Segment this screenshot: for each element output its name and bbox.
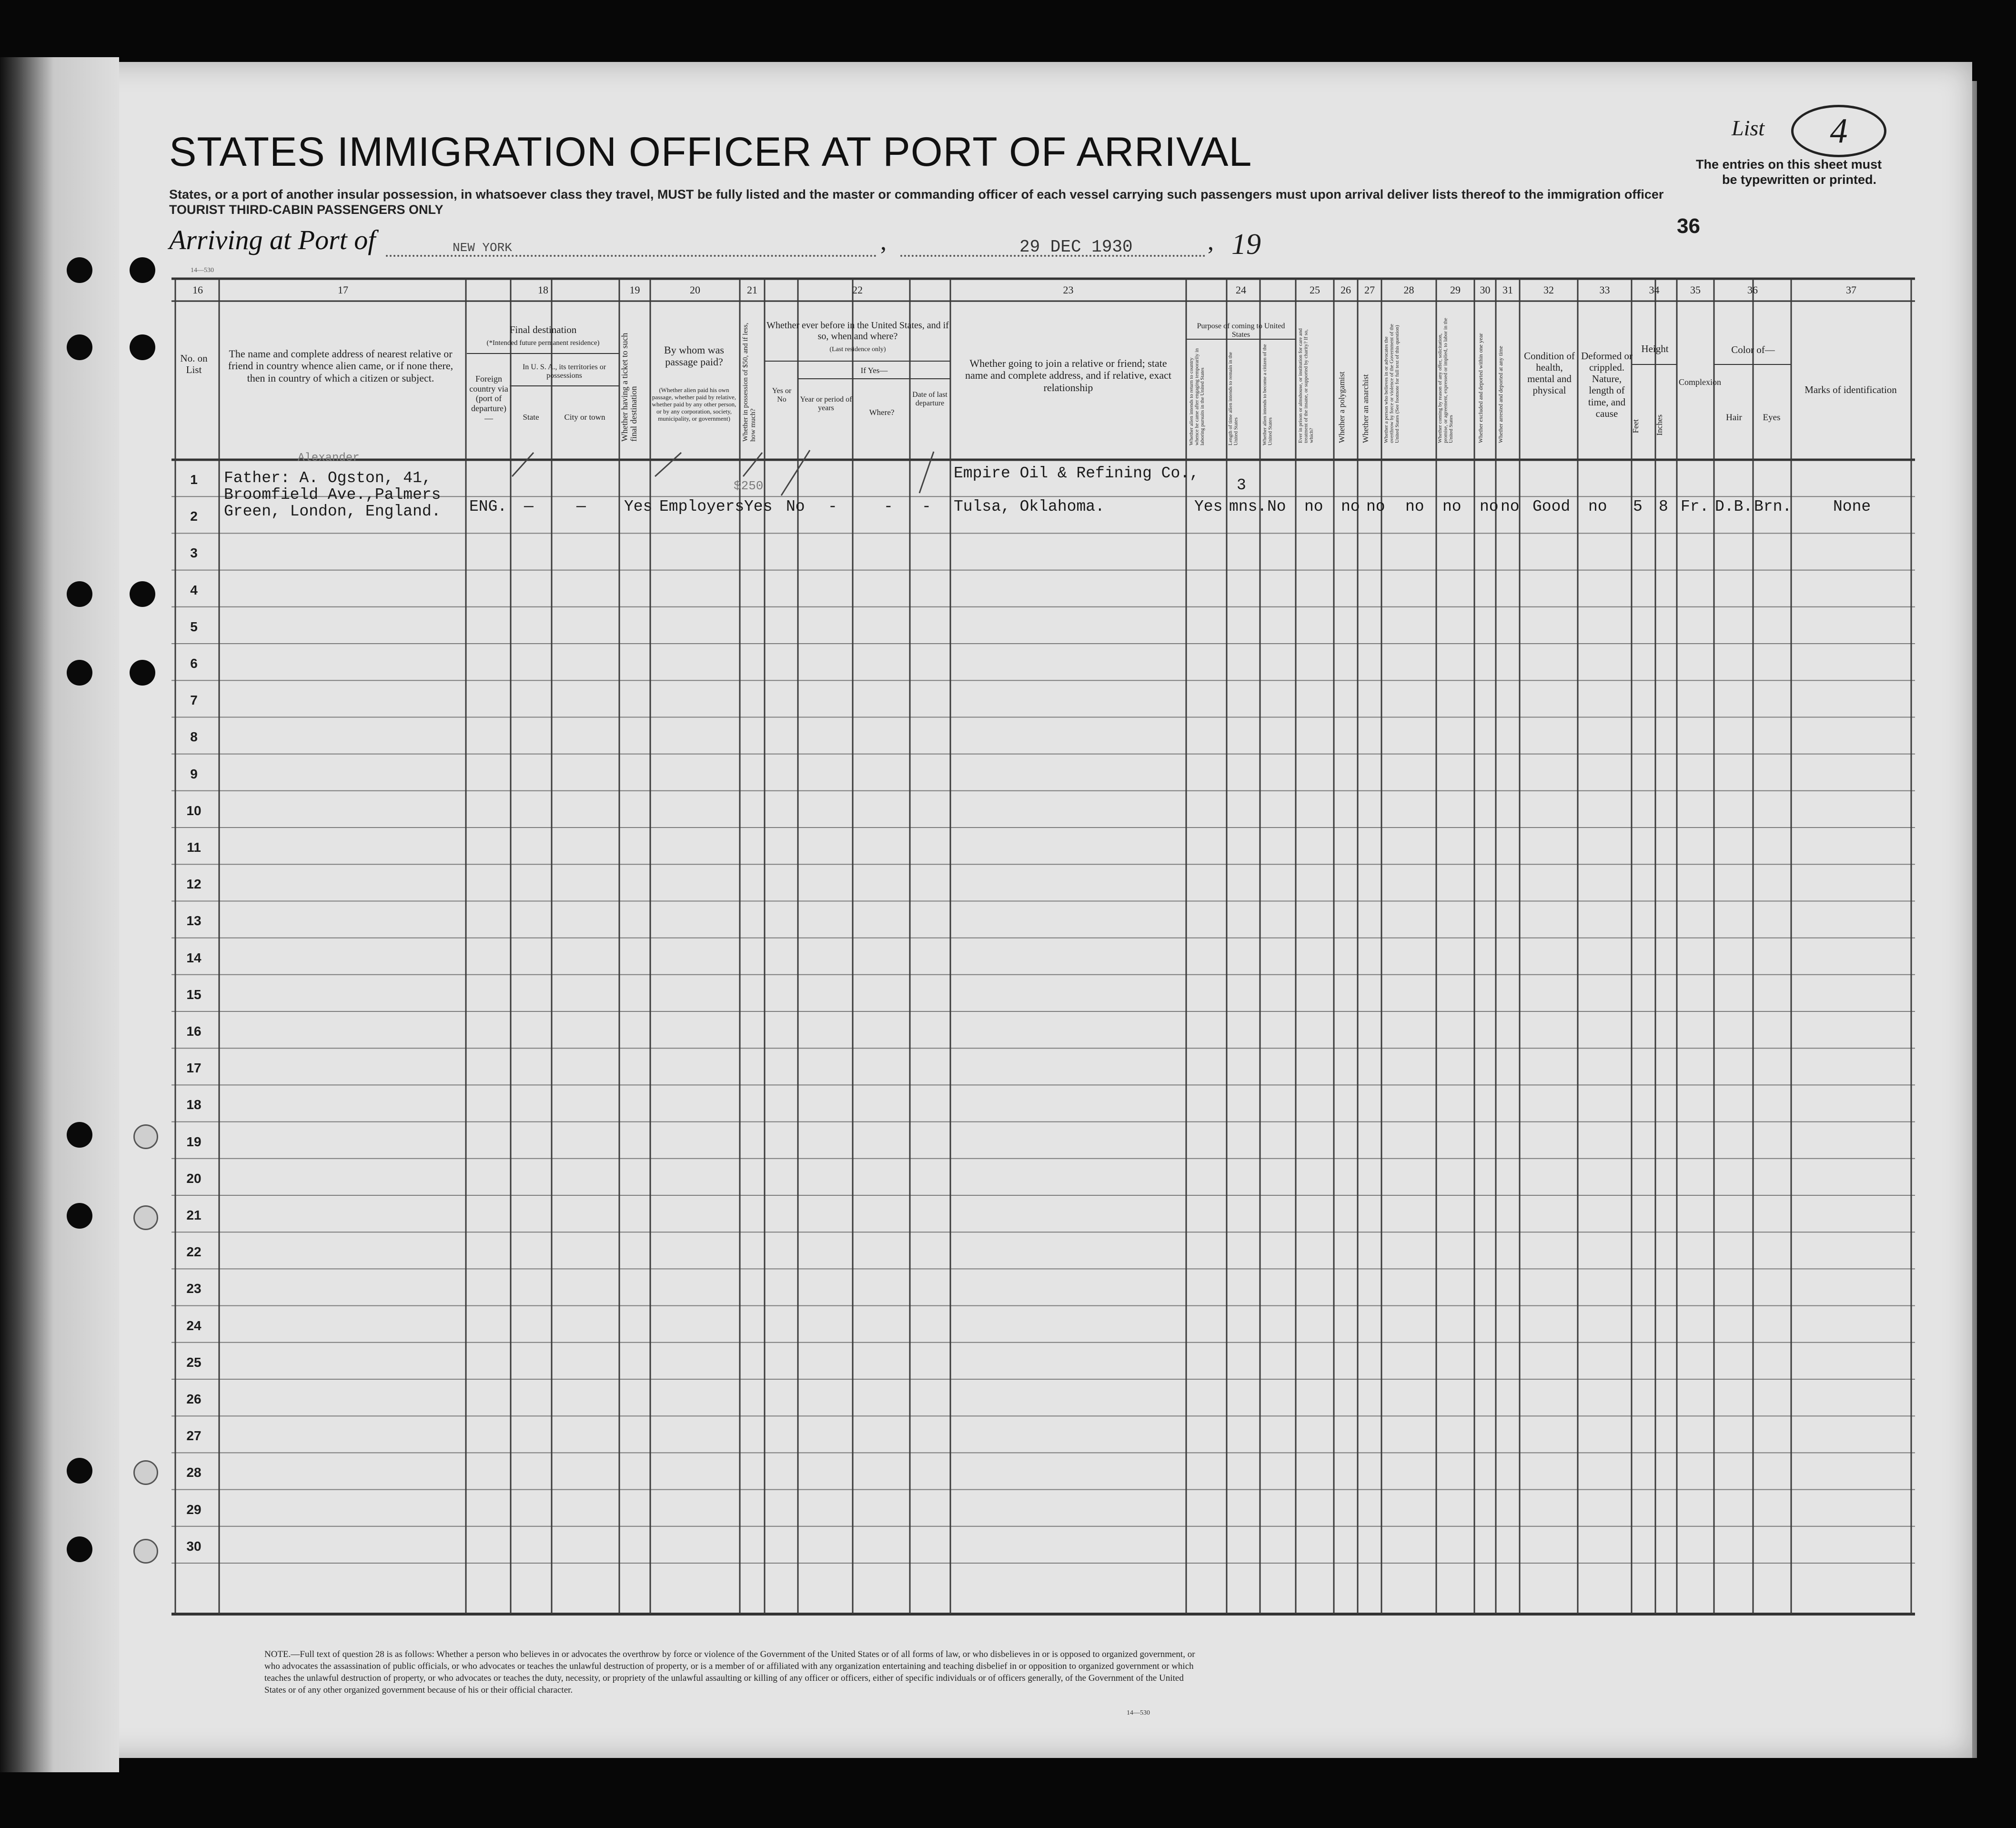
column-number: 16 <box>192 284 203 296</box>
row-number: 20 <box>186 1171 202 1186</box>
column-number: 31 <box>1502 284 1513 296</box>
column-number: 23 <box>1063 284 1074 296</box>
column-number: 28 <box>1403 284 1414 296</box>
port-value: NEW YORK <box>453 241 512 255</box>
relative-address: Broomfield Ave.,Palmers <box>224 486 441 504</box>
comma: , <box>880 228 887 255</box>
header-anarchist: Whether an anarchist <box>1361 374 1370 443</box>
footnote-text: NOTE.—Full text of question 28 is as follows: Whether a person who believes in or advocates the overthrow by force or violence of the Government of the United States or of all forms of law, or who disbelieves in or is opposed to organized government, or who advocates the assassination of public officials, or who advocates or teaches the unlawful destruction of property, or is a member of or affiliated with any organization entertaining and teaching disbelief in or opposition to organized government or which teaches the unlawful destruction of property, or who advocates or teaches the duty, necessity, or propriety of the unlawful assaulting or killing of any officer or officers, either of specific individuals or of officers generally, of the Government of the United States or of any other organized government because of his or their official character. <box>264 1649 1195 1696</box>
row-number: 9 <box>190 766 198 781</box>
height-feet-value: 5 <box>1633 498 1643 515</box>
row-number: 7 <box>190 693 198 708</box>
column-number: 26 <box>1341 284 1351 296</box>
header-hair: Hair <box>1726 413 1742 423</box>
header-where: Where? <box>869 408 895 417</box>
hair-color-value: D.B. <box>1715 498 1753 515</box>
header-height: Height <box>1641 343 1669 354</box>
anarchist-value: no <box>1366 498 1385 515</box>
header-excluded: Whether excluded and deported within one year <box>1477 333 1484 443</box>
column-number: 37 <box>1846 284 1856 296</box>
relative-city-country: Green, London, England. <box>224 503 441 520</box>
column-number: 32 <box>1543 284 1554 296</box>
row-number: 5 <box>190 619 198 634</box>
column-number: 30 <box>1480 284 1491 296</box>
state-value: — <box>524 498 534 515</box>
header-health: Condition of health, mental and physical <box>1524 350 1575 396</box>
row-number: 29 <box>186 1502 202 1517</box>
row-number: 28 <box>186 1465 202 1480</box>
header-before-in-us: Whether ever before in the United States, and if so, when and where? <box>766 320 949 342</box>
row-number: 22 <box>186 1244 202 1260</box>
row-number: 23 <box>186 1281 202 1296</box>
arrested-value: no <box>1501 498 1520 515</box>
header-date-departure: Date of last departure <box>912 391 948 408</box>
instructions-text: States, or a port of another insular possession, in whatsoever class they travel, MUST be fully listed and the master or commanding officer of each vessel carrying such passengers must upon arrival deliver lists thereof to the immigration officer <box>169 187 1664 202</box>
row-number: 6 <box>190 656 198 671</box>
header-before-in-us-sub: (Last residence only) <box>829 346 886 353</box>
header-state: State <box>523 413 539 422</box>
row-number: 4 <box>190 582 198 597</box>
column-number: 27 <box>1364 284 1375 296</box>
header-final-destination-sub: (*Intended future permanent residence) <box>486 339 600 347</box>
entries-note-line2: be typewritten or printed. <box>1722 172 1877 187</box>
row-number: 1 <box>190 472 198 487</box>
row-number: 15 <box>186 987 202 1002</box>
row-number: 14 <box>186 950 202 965</box>
column-number: 34 <box>1649 284 1660 296</box>
row-number: 24 <box>186 1318 202 1333</box>
row-number: 2 <box>190 509 198 524</box>
column-number: 25 <box>1310 284 1320 296</box>
header-year-period: Year or period of years <box>800 395 852 413</box>
page-title: STATES IMMIGRATION OFFICER AT PORT OF ARRIVAL <box>169 129 1252 175</box>
row-number: 12 <box>186 877 202 892</box>
column-number: 24 <box>1236 284 1246 296</box>
before-in-us-value: No <box>786 498 805 515</box>
header-possession-50: Whether in possession of $50, and if less, how much? <box>742 323 757 442</box>
column-number: 33 <box>1599 284 1610 296</box>
labor-offer-value: no <box>1442 498 1462 515</box>
header-no-on-list: No. on List <box>180 353 208 376</box>
header-joining-relative: Whether going to join a relative or friend; state name and complete address, and if relative, exact relationship <box>965 357 1172 394</box>
row-number: 3 <box>190 545 198 561</box>
header-labor-offer: Whether coming by reason of any offer, solicitation, promise, or agreement, expressed or implied, to labor in the United States <box>1437 318 1454 443</box>
column-number: 22 <box>852 284 863 296</box>
header-if-yes: If Yes— <box>860 366 888 375</box>
possession-value: Yes <box>744 498 773 515</box>
overthrow-value: no <box>1405 498 1424 515</box>
deformed-value: no <box>1588 498 1607 515</box>
header-overthrow: Whether a person who believes in or advocates the overthrow by force or violence of the Government of the United States (See footnote for full text of this question) <box>1383 323 1401 443</box>
column-number: 17 <box>338 284 348 296</box>
length-stay-number: 3 <box>1237 476 1246 494</box>
column-number: 20 <box>690 284 700 296</box>
header-foreign-country: Foreign country via (port of departure)— <box>469 374 508 423</box>
prison-value: no <box>1304 498 1323 515</box>
header-feet: Feet <box>1631 419 1640 434</box>
column-number: 21 <box>747 284 757 296</box>
row-number: 27 <box>186 1428 202 1444</box>
entries-note-line1: The entries on this sheet must <box>1696 157 1882 172</box>
where-value: - <box>884 498 893 515</box>
date-departure-value: - <box>922 498 931 515</box>
header-deformed: Deformed or crippled. Nature, length of time, and cause <box>1581 350 1633 419</box>
sheet-number: 36 <box>1677 214 1700 238</box>
row-number: 26 <box>186 1392 202 1406</box>
relative-firstname-annotation: Alexander <box>298 452 360 465</box>
height-inches-value: 8 <box>1659 498 1668 515</box>
column-number: 29 <box>1450 284 1461 296</box>
list-label: List <box>1732 116 1765 140</box>
header-color-of: Color of— <box>1731 344 1775 355</box>
joining-location: Tulsa, Oklahoma. <box>954 498 1105 515</box>
polygamist-value: no <box>1341 498 1360 515</box>
header-polygamist: Whether a polygamist <box>1337 371 1346 443</box>
form-number: 14—530 <box>191 267 214 274</box>
header-nearest-relative: The name and complete address of nearest relative or friend in country whence alien came, or if none there, then in country of which a citizen or subject. <box>228 348 454 384</box>
year-period-value: - <box>828 498 837 515</box>
health-value: Good <box>1532 498 1571 515</box>
header-city: City or town <box>564 413 605 422</box>
header-passage-paid-sub: (Whether alien paid his own passage, whether paid by relative, whether paid by any other person, or by any corporation, society, municipality, or government) <box>652 386 736 422</box>
excluded-value: no <box>1480 498 1499 515</box>
row-number: 16 <box>186 1024 202 1039</box>
header-become-citizen: Whether alien intends to become a citizen of the United States <box>1262 344 1273 445</box>
column-number: 36 <box>1747 284 1758 296</box>
relative-name: Father: A. Ogston, 41, <box>224 469 432 487</box>
row-number: 19 <box>186 1134 202 1149</box>
header-arrested: Whether arrested and deported at any time <box>1497 346 1504 443</box>
passage-paid-value: Employers <box>659 498 745 515</box>
row-number: 10 <box>186 803 202 818</box>
row-number: 8 <box>190 729 198 745</box>
year-prefix: 19 <box>1231 228 1261 261</box>
header-return-temp: Whether alien intends to return to country whence he came after engaging temporarily in laboring pursuits in the United States <box>1189 348 1206 445</box>
city-value: — <box>576 498 586 515</box>
list-number: 4 <box>1791 105 1886 157</box>
foreign-country-value: ENG. <box>469 498 507 515</box>
money-amount: $250 <box>734 479 764 493</box>
return-temp-value: Yes <box>1194 498 1223 515</box>
length-stay-unit: mns. <box>1229 498 1267 515</box>
row-number: 25 <box>186 1354 202 1370</box>
header-purpose: Purpose of coming to United States <box>1197 322 1285 339</box>
header-yes-no: Yes or No <box>772 387 792 404</box>
header-complexion: Complexion <box>1679 377 1721 387</box>
arriving-label: Arriving at Port of <box>169 224 376 255</box>
header-prison: Ever in prison or almshouse, or institution for care and treatment of the insane, or supported by charity? If so, which? <box>1298 328 1315 443</box>
complexion-value: Fr. <box>1681 498 1709 515</box>
arrival-date: 29 DEC 1930 <box>1019 237 1133 257</box>
header-final-destination: Final destination <box>509 324 577 335</box>
marks-value: None <box>1833 498 1871 515</box>
passenger-class-text: TOURIST THIRD-CABIN PASSENGERS ONLY <box>169 202 444 217</box>
column-number: 19 <box>629 284 640 296</box>
header-passage-paid: By whom was passage paid? <box>664 344 724 368</box>
header-ticket: Whether having a ticket to such final destination <box>620 333 638 442</box>
row-number: 11 <box>187 840 201 855</box>
row-number: 13 <box>186 913 202 929</box>
header-inches: Inches <box>1655 414 1664 436</box>
header-eyes: Eyes <box>1763 413 1781 423</box>
comma: , <box>1208 228 1214 255</box>
ticket-value: Yes <box>624 498 653 515</box>
form-code: 14—530 <box>1127 1709 1150 1717</box>
header-marks: Marks of identification <box>1804 384 1897 395</box>
row-number: 30 <box>186 1538 202 1554</box>
row-number: 21 <box>186 1208 202 1222</box>
header-in-usa: In U. S. A., its territories or possessions <box>522 363 606 380</box>
become-citizen-value: No <box>1267 498 1286 515</box>
column-number: 18 <box>538 284 548 296</box>
row-number: 17 <box>186 1060 202 1076</box>
joining-company: Empire Oil & Refining Co., <box>954 465 1199 482</box>
column-number: 35 <box>1690 284 1701 296</box>
row-number: 18 <box>186 1097 202 1112</box>
eye-color-value: Brn. <box>1754 498 1792 515</box>
header-length-stay: Length of time alien intends to remain in the United States <box>1228 352 1239 445</box>
